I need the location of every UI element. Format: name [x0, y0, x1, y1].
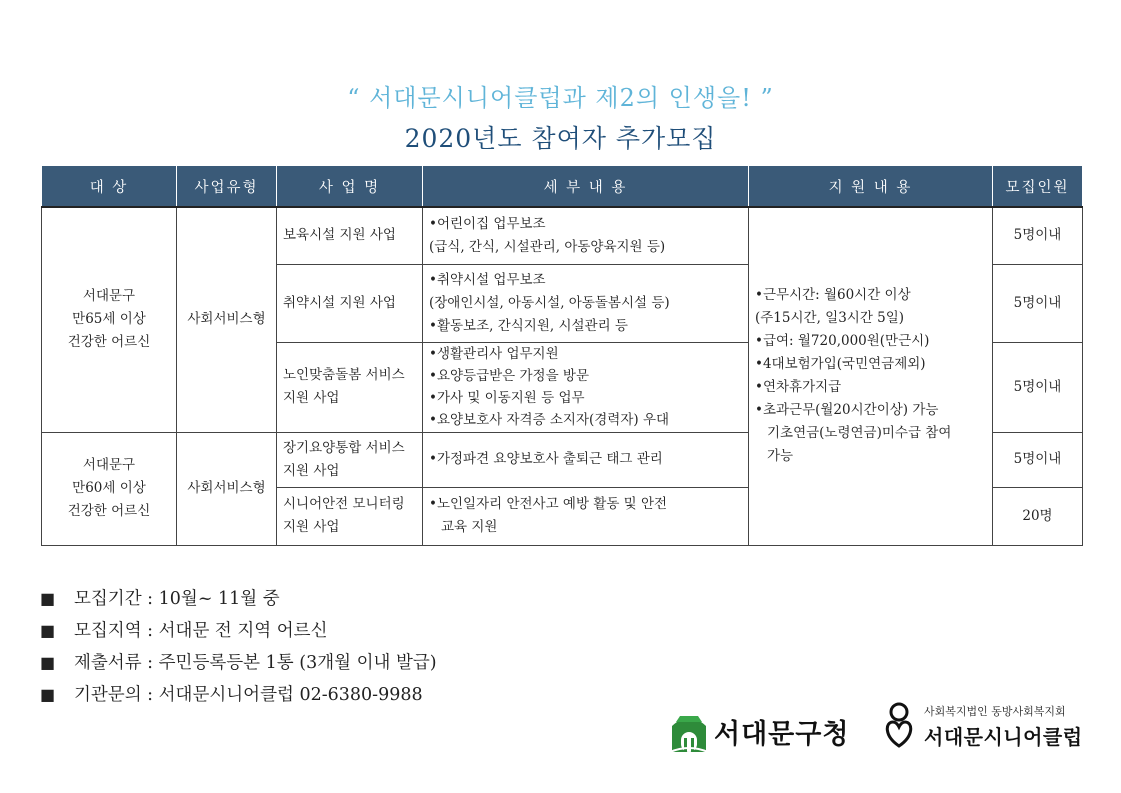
- count-cell: 5명이내: [993, 207, 1083, 264]
- target-line: 건강한 어르신: [67, 334, 151, 351]
- support-line: •연차휴가지급: [755, 379, 842, 396]
- recruitment-table: [41, 165, 1083, 546]
- detail-line: •생활관리사 업무지원: [429, 346, 559, 362]
- project-cell: [277, 342, 423, 432]
- detail-line: •활동보조, 간식지원, 시설관리 등: [429, 317, 628, 334]
- detail-line: (장애인시설, 아동시설, 아동돌봄시설 등): [429, 294, 670, 311]
- page-title: 2020년도 참여자 추가모집: [404, 124, 717, 153]
- table-row: [42, 207, 1083, 264]
- project-name: 보육시설 지원 사업: [283, 227, 396, 244]
- detail-line: •어린이집 업무보조: [429, 215, 546, 232]
- project-name: 취약시설 지원 사업: [283, 294, 396, 311]
- type-cell: 사회서비스형: [177, 207, 277, 432]
- info-text: 모집지역 : 서대문 전 지역 어르신: [74, 621, 328, 641]
- support-line: (주15시간, 일3시간 5일): [755, 310, 905, 327]
- info-item: [40, 647, 437, 679]
- detail-line: 교육 지원: [441, 519, 498, 535]
- support-line: 기초연금(노령연금)미수급 참여: [767, 425, 952, 442]
- project-name: 노인맞춤돌봄 서비스: [283, 367, 405, 383]
- count-cell: 20명: [993, 487, 1083, 545]
- info-text: 제출서류 : 주민등록등본 1통 (3개월 이내 발급): [74, 653, 437, 673]
- count-cell: 5명이내: [993, 342, 1083, 432]
- info-text: 모집기간 : 10월~ 11월 중: [74, 589, 280, 609]
- project-name: 지원 사업: [283, 462, 340, 479]
- project-cell: [277, 207, 423, 264]
- person-heart-icon: [882, 702, 916, 750]
- details-cell: [423, 342, 749, 432]
- detail-line: •취약시설 업무보조: [429, 271, 546, 288]
- detail-line: •가사 및 이동지원 등 업무: [429, 390, 585, 406]
- district-office-name: 서대문구청: [714, 718, 850, 750]
- square-bullet-icon: ■: [40, 653, 56, 672]
- header-details: 세 부 내 용: [423, 166, 749, 208]
- senior-club-logo: [882, 702, 1083, 750]
- header-target: 대 상: [42, 166, 177, 208]
- square-bullet-icon: ■: [40, 621, 56, 640]
- district-office-logo: [668, 708, 849, 754]
- info-item: [40, 679, 437, 711]
- details-cell: [423, 432, 749, 487]
- target-line: 건강한 어르신: [67, 503, 151, 519]
- target-line: 서대문구: [82, 288, 136, 305]
- header-count: 모집인원: [993, 166, 1083, 208]
- square-bullet-icon: ■: [40, 589, 56, 608]
- project-name: 지원 사업: [283, 519, 340, 535]
- target-line: 만65세 이상: [72, 311, 146, 328]
- type-cell: 사회서비스형: [177, 432, 277, 545]
- project-cell: [277, 264, 423, 342]
- project-name: 시니어안전 모니터링: [283, 496, 405, 512]
- info-item: [40, 615, 437, 647]
- gate-emblem-icon: [668, 708, 710, 754]
- target-line: 서대문구: [82, 457, 136, 473]
- support-line: •4대보험가입(국민연금제외): [755, 356, 926, 373]
- support-cell: [749, 207, 993, 545]
- project-name: 장기요양통합 서비스: [283, 439, 405, 456]
- count-cell: 5명이내: [993, 264, 1083, 342]
- info-list: [40, 583, 437, 711]
- target-line: 만60세 이상: [72, 480, 146, 496]
- info-text: 기관문의 : 서대문시니어클럽 02-6380-9988: [74, 685, 423, 705]
- square-bullet-icon: ■: [40, 685, 56, 704]
- target-cell: [42, 432, 177, 545]
- support-line: 가능: [767, 448, 794, 465]
- club-name: 서대문시니어클럽: [924, 724, 1083, 749]
- details-cell: [423, 264, 749, 342]
- header-project: 사 업 명: [277, 166, 423, 208]
- club-parent-org: 사회복지법인 동방사회복지회: [924, 704, 1066, 718]
- detail-line: •가정파견 요양보호사 출퇴근 태그 관리: [429, 451, 663, 467]
- detail-line: (급식, 간식, 시설관리, 아동양육지원 등): [429, 238, 666, 255]
- detail-line: •요양등급받은 가정을 방문: [429, 368, 589, 384]
- details-cell: [423, 207, 749, 264]
- header-support: 지 원 내 용: [749, 166, 993, 208]
- detail-line: •요양보호사 자격증 소지자(경력자) 우대: [429, 412, 670, 428]
- support-line: •급여: 월720,000원(만근시): [755, 333, 930, 350]
- table-header-row: [42, 166, 1083, 208]
- page-subtitle: “ 서대문시니어클럽과 제2의 인생을! ”: [347, 84, 774, 112]
- header-type: 사업유형: [177, 166, 277, 208]
- target-cell: [42, 207, 177, 432]
- project-name: 지원 사업: [283, 390, 340, 406]
- detail-line: •노인일자리 안전사고 예방 활동 및 안전: [429, 496, 668, 512]
- count-cell: 5명이내: [993, 432, 1083, 487]
- project-cell: [277, 432, 423, 487]
- details-cell: [423, 487, 749, 545]
- support-line: •근무시간: 월60시간 이상: [755, 287, 911, 304]
- project-cell: [277, 487, 423, 545]
- info-item: [40, 583, 437, 615]
- support-line: •초과근무(월20시간이상) 가능: [755, 402, 939, 419]
